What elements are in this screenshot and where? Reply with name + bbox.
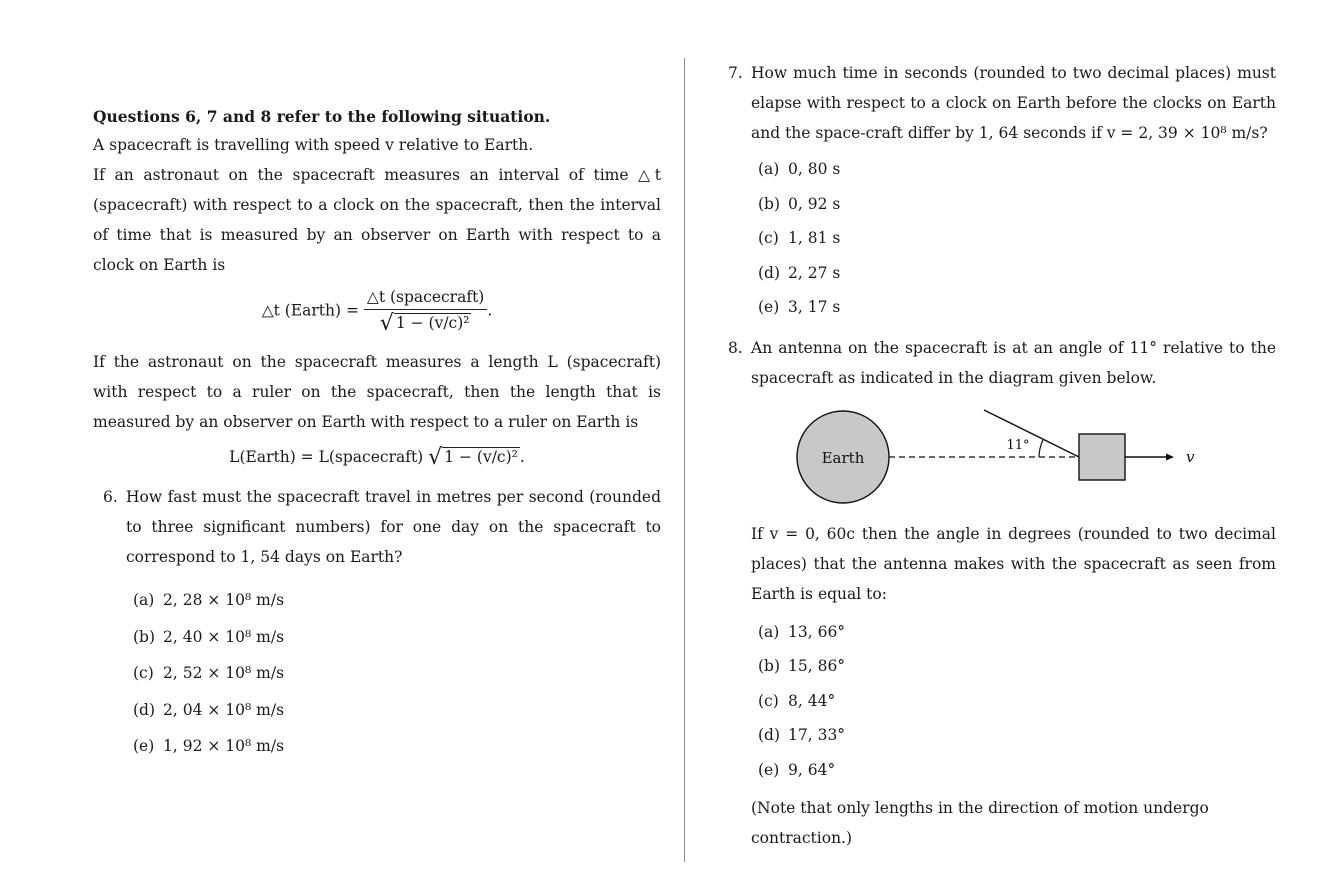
earth-label: Earth — [821, 448, 865, 467]
option-text: 9, 64° — [788, 760, 836, 779]
angle-arc — [1039, 440, 1043, 457]
velocity-label: v — [1186, 447, 1195, 466]
option-6c[interactable] — [126, 655, 661, 692]
sqrt-symbol: √ — [379, 311, 394, 336]
option-label: (a) — [758, 622, 780, 641]
question-8-text: An antenna on the spacecraft is at an angle of 11° relative to the spacecraft as indicated in the diagram given below. — [751, 338, 1276, 387]
spacecraft-box — [1079, 434, 1125, 480]
intro-paragraph: A spacecraft is travelling with speed v relative to Earth. — [93, 136, 534, 154]
formula-length-lhs: L(Earth) = L(spacecraft) — [229, 448, 424, 466]
option-text: 15, 86° — [788, 657, 846, 675]
option-7e[interactable] — [751, 290, 1276, 325]
option-7d[interactable] — [751, 256, 1276, 291]
option-8d[interactable] — [751, 718, 1276, 753]
question-6-text: How fast must the spacecraft travel in metres per second (rounded to three significant numbers) for one day on the spacecraft to correspond to 1, 54 days on Earth? — [126, 488, 661, 566]
option-label: (e) — [758, 760, 780, 779]
note-text: (Note that only lengths in the direction of motion undergo contraction.) — [751, 799, 1209, 847]
option-8c[interactable] — [751, 684, 1276, 719]
option-label: (e) — [133, 737, 155, 755]
option-text: 1, 81 s — [788, 229, 841, 247]
option-label: (c) — [758, 691, 779, 710]
option-text: 8, 44° — [788, 691, 836, 710]
question-7-number: 7. — [728, 64, 743, 82]
question-7-text: How much time in seconds (rounded to two decimal places) must elapse with respect to a clock on Earth before the clocks on Earth and the space-craft differ by 1, 64 seconds if v = 2, 39 × 10⁸ m/s? — [751, 64, 1276, 142]
formula-length-end: . — [519, 448, 525, 466]
option-label: (b) — [758, 194, 781, 213]
option-6d[interactable] — [126, 692, 661, 729]
time-dilation-paragraph: If an astronaut on the spacecraft measures an interval of time △t (spacecraft) with respect to a clock on the spacecraft, then the interval of time that is measured by an observer on Earth with respect to a clock on Earth is — [93, 166, 661, 274]
formula-time-denominator — [364, 310, 487, 335]
option-label: (e) — [758, 298, 780, 316]
antenna-line — [984, 410, 1079, 457]
option-text: 3, 17 s — [788, 298, 841, 316]
formula-time-numerator: △t (spacecraft) — [364, 288, 487, 310]
option-label: (d) — [758, 726, 781, 744]
formula-time-lhs: △t (Earth) = — [261, 301, 359, 320]
question-6 — [93, 482, 661, 765]
option-text: 0, 92 s — [788, 194, 841, 213]
formula-time-fraction — [364, 288, 487, 335]
option-label: (b) — [758, 657, 781, 675]
question-6-number: 6. — [103, 488, 118, 506]
formula-time-radicand: 1 − (v/c)² — [395, 314, 470, 332]
option-text: 1, 92 × 10⁸ m/s — [163, 737, 285, 755]
formula-time-end: . — [487, 301, 493, 320]
length-contraction-formula — [93, 445, 661, 470]
angle-label: 11° — [1006, 437, 1030, 453]
option-8b[interactable] — [751, 649, 1276, 684]
option-label: (a) — [758, 160, 780, 178]
option-6b[interactable] — [126, 619, 661, 656]
question-6-options — [126, 582, 661, 765]
option-8a[interactable] — [751, 615, 1276, 650]
option-7b[interactable] — [751, 187, 1276, 222]
question-8-options — [751, 615, 1276, 788]
option-text: 0, 80 s — [788, 160, 841, 178]
formula-length-sqrt — [428, 445, 520, 470]
question-8-text2: If v = 0, 60c then the angle in degrees (rounded to two decimal places) that the antenna makes with the spacecraft as seen from Earth is equal to: — [751, 524, 1276, 603]
option-text: 2, 27 s — [788, 263, 841, 282]
option-6e[interactable] — [126, 728, 661, 765]
formula-length-radicand: 1 − (v/c)² — [444, 448, 518, 466]
column-divider — [684, 58, 685, 862]
option-label: (a) — [133, 591, 155, 609]
question-7 — [718, 58, 1276, 325]
arrow-head — [1166, 453, 1174, 460]
sqrt-symbol: √ — [428, 445, 443, 470]
left-column — [93, 104, 661, 765]
right-column — [718, 58, 1276, 853]
option-text: 13, 66° — [788, 622, 846, 641]
length-contraction-paragraph: If the astronaut on the spacecraft measures a length L (spacecraft) with respect to a ruler on the spacecraft, then the length that is measured by an observer on Earth with respect to a ruler on Earth is — [93, 353, 661, 431]
option-label: (c) — [758, 229, 779, 247]
option-text: 2, 52 × 10⁸ m/s — [163, 664, 285, 682]
option-label: (b) — [133, 627, 156, 646]
antenna-diagram — [796, 407, 1206, 507]
option-6a[interactable] — [126, 582, 661, 619]
option-label: (d) — [758, 263, 781, 282]
option-8e[interactable] — [751, 753, 1276, 788]
option-text: 2, 40 × 10⁸ m/s — [163, 627, 285, 646]
question-8 — [718, 333, 1276, 854]
option-text: 17, 33° — [788, 726, 846, 744]
option-text: 2, 28 × 10⁸ m/s — [163, 591, 285, 609]
option-7a[interactable] — [751, 152, 1276, 187]
section-heading: Questions 6, 7 and 8 refer to the following situation. — [93, 107, 551, 126]
question-7-options — [751, 152, 1276, 325]
question-8-number: 8. — [728, 338, 743, 357]
option-text: 2, 04 × 10⁸ m/s — [163, 700, 285, 719]
option-7c[interactable] — [751, 221, 1276, 256]
option-label: (d) — [133, 700, 156, 719]
option-label: (c) — [133, 664, 154, 682]
time-dilation-formula — [93, 288, 661, 335]
